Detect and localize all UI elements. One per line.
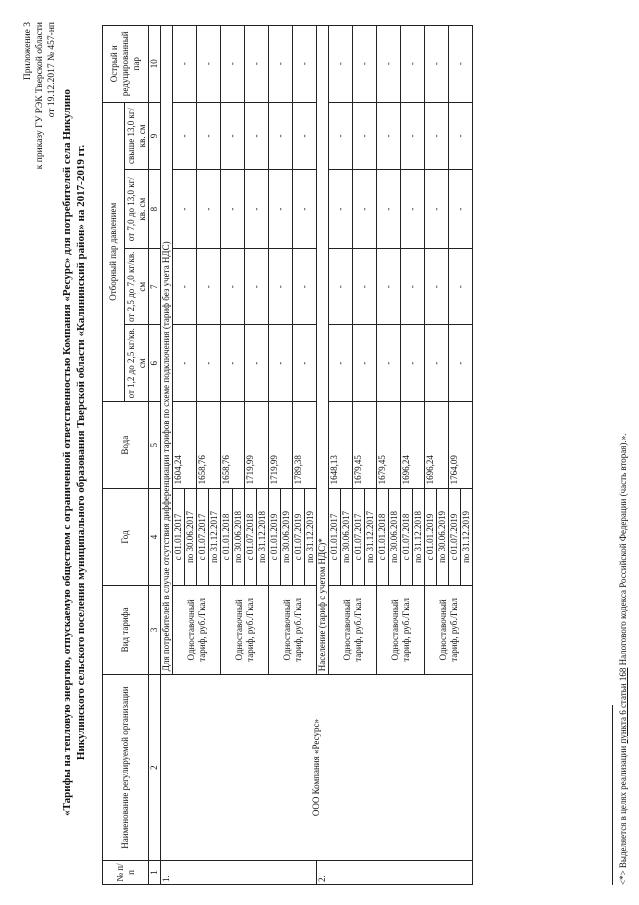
header-num: № п/п: [103, 860, 149, 884]
colnum-5: 5: [149, 401, 161, 488]
header-p3: от 7,0 до 13,0 кг/кв. см: [125, 170, 149, 249]
cell-p1: -: [425, 325, 449, 402]
cell-water: 1719,99: [269, 401, 293, 488]
colnum-10: 10: [149, 26, 161, 103]
cell-water: 1764,09: [449, 401, 473, 488]
header-year: Год: [103, 489, 149, 585]
period-to: по 31.12.2019: [461, 489, 473, 585]
period-from: с 01.01.2019: [425, 489, 437, 585]
colnum-3: 3: [149, 585, 161, 675]
section-num: 2.: [317, 860, 473, 884]
section-label: Для потребителей в случае отсутствия дифференциации тарифов по схеме подключения (тариф без учета НДС): [161, 26, 173, 675]
cell-p3: -: [269, 170, 293, 249]
section-num: 1.: [161, 860, 317, 884]
table-body: [161, 26, 473, 885]
cell-p4: -: [449, 102, 473, 170]
cell-water: 1604,24: [173, 401, 197, 488]
cell-sharp: -: [449, 26, 473, 103]
tariff-type: Одноставочный тариф, руб./Гкал: [173, 585, 221, 675]
colnum-9: 9: [149, 102, 161, 170]
period-from: с 01.01.2018: [221, 489, 233, 585]
cell-water: 1719,99: [245, 401, 269, 488]
cell-p1: -: [329, 325, 353, 402]
cell-p3: -: [425, 170, 449, 249]
cell-p2: -: [329, 248, 353, 325]
colnum-1: 1: [149, 860, 161, 884]
period-from: с 01.01.2017: [173, 489, 185, 585]
period-to: по 31.12.2017: [209, 489, 221, 585]
cell-p3: -: [449, 170, 473, 249]
cell-p2: -: [425, 248, 449, 325]
period-to: по 31.12.2019: [305, 489, 317, 585]
cell-sharp: -: [173, 26, 197, 103]
period-to: по 30.06.2018: [389, 489, 401, 585]
header-tariff: Вид тарифа: [103, 585, 149, 675]
cell-p4: -: [377, 102, 401, 170]
cell-water: 1658,76: [197, 401, 221, 488]
header-water: Вода: [103, 401, 149, 488]
cell-p3: -: [293, 170, 317, 249]
cell-p3: -: [245, 170, 269, 249]
footnote-link[interactable]: пункта 6 статьи 168: [618, 667, 628, 744]
cell-p2: -: [293, 248, 317, 325]
cell-p4: -: [221, 102, 245, 170]
header-p4: свыше 13,0 кг/кв. см: [125, 102, 149, 170]
document-title: [60, 70, 88, 835]
cell-water: 1658,76: [221, 401, 245, 488]
header-steam: Отборный пар давлением: [103, 102, 125, 401]
cell-p3: -: [353, 170, 377, 249]
colnum-2: 2: [149, 675, 161, 861]
cell-p4: -: [173, 102, 197, 170]
cell-sharp: -: [401, 26, 425, 103]
cell-p4: -: [197, 102, 221, 170]
header-p1: от 1,2 до 2,5 кг/кв. см: [125, 325, 149, 402]
cell-sharp: -: [377, 26, 401, 103]
period-from: с 01.07.2019: [449, 489, 461, 585]
title-line-2: Никулинского сельского поселения муниципального образования Тверской области «Калининский район» на 2017-2019 гг.: [75, 144, 87, 761]
footnote-separator: [612, 705, 613, 885]
appendix-block: [22, 22, 58, 169]
footnote-after: Налогового кодекса Российской Федерации (часть вторая).».: [618, 433, 628, 668]
header-p2: от 2,5 до 7,0 кг/кв. см: [125, 248, 149, 325]
cell-p1: -: [293, 325, 317, 402]
cell-sharp: -: [425, 26, 449, 103]
period-from: с 01.07.2017: [353, 489, 365, 585]
cell-p1: -: [173, 325, 197, 402]
cell-p3: -: [329, 170, 353, 249]
period-to: по 30.06.2017: [185, 489, 197, 585]
cell-p4: -: [353, 102, 377, 170]
title-line-1: «Тарифы на тепловую энергию, отпускаемую обществом с ограниченной ответственностью Компания «Ресурс» для потребителей села Никулино: [61, 89, 73, 816]
tariff-table: [102, 25, 473, 885]
cell-p1: -: [221, 325, 245, 402]
period-from: с 01.07.2019: [293, 489, 305, 585]
cell-p2: -: [353, 248, 377, 325]
cell-p4: -: [329, 102, 353, 170]
cell-p2: -: [173, 248, 197, 325]
section-label: Население (тариф с учетом НДС)*: [317, 26, 329, 675]
colnum-7: 7: [149, 248, 161, 325]
period-to: по 30.06.2018: [233, 489, 245, 585]
footnote-before: <*> Выделяется в целях реализации: [618, 743, 628, 885]
cell-p4: -: [269, 102, 293, 170]
cell-p1: -: [245, 325, 269, 402]
tariff-type: Одноставочный тариф, руб./Гкал: [377, 585, 425, 675]
cell-p4: -: [245, 102, 269, 170]
cell-p1: -: [197, 325, 221, 402]
period-from: с 01.01.2019: [269, 489, 281, 585]
cell-p2: -: [449, 248, 473, 325]
cell-p1: -: [449, 325, 473, 402]
header-org: Наименование регулируемой организации: [103, 675, 149, 861]
period-to: по 31.12.2018: [413, 489, 425, 585]
cell-sharp: -: [269, 26, 293, 103]
cell-water: 1679,45: [377, 401, 401, 488]
tariff-type: Одноставочный тариф, руб./Гкал: [329, 585, 377, 675]
tariff-type: Одноставочный тариф, руб./Гкал: [425, 585, 473, 675]
cell-sharp: -: [293, 26, 317, 103]
cell-sharp: -: [353, 26, 377, 103]
section-row: [161, 26, 173, 885]
period-from: с 01.01.2018: [377, 489, 389, 585]
cell-p4: -: [401, 102, 425, 170]
cell-p3: -: [197, 170, 221, 249]
period-to: по 30.06.2019: [281, 489, 293, 585]
cell-p1: -: [353, 325, 377, 402]
cell-p2: -: [221, 248, 245, 325]
period-from: с 01.07.2018: [401, 489, 413, 585]
cell-water: 1696,24: [401, 401, 425, 488]
cell-p3: -: [221, 170, 245, 249]
cell-p1: -: [401, 325, 425, 402]
cell-water: 1648,13: [329, 401, 353, 488]
tariff-type: Одноставочный тариф, руб./Гкал: [269, 585, 317, 675]
cell-p2: -: [197, 248, 221, 325]
cell-sharp: -: [197, 26, 221, 103]
header-sharp: Острый и редуцированный пар: [103, 26, 149, 103]
cell-water: 1679,45: [353, 401, 377, 488]
cell-p3: -: [377, 170, 401, 249]
cell-p2: -: [269, 248, 293, 325]
cell-p2: -: [401, 248, 425, 325]
colnum-6: 6: [149, 325, 161, 402]
period-from: с 01.01.2017: [329, 489, 341, 585]
cell-sharp: -: [329, 26, 353, 103]
cell-p4: -: [293, 102, 317, 170]
footnote: [618, 434, 628, 885]
cell-p1: -: [269, 325, 293, 402]
cell-p2: -: [245, 248, 269, 325]
appendix-line-1: Приложение 3: [23, 22, 33, 81]
appendix-line-3: от 19.12.2017 № 457-нп: [47, 22, 57, 118]
period-to: по 31.12.2018: [257, 489, 269, 585]
cell-sharp: -: [221, 26, 245, 103]
cell-p2: -: [377, 248, 401, 325]
cell-water: 1789,38: [293, 401, 317, 488]
period-from: с 01.07.2017: [197, 489, 209, 585]
cell-water: 1696,24: [425, 401, 449, 488]
org-name: ООО Компания «Ресурс»: [161, 675, 473, 861]
period-to: по 30.06.2017: [341, 489, 353, 585]
appendix-line-2: к приказу ГУ РЭК Тверской области: [35, 22, 45, 170]
period-from: с 01.07.2018: [245, 489, 257, 585]
tariff-type: Одноставочный тариф, руб./Гкал: [221, 585, 269, 675]
cell-sharp: -: [245, 26, 269, 103]
cell-p1: -: [377, 325, 401, 402]
cell-p4: -: [425, 102, 449, 170]
period-to: по 31.12.2017: [365, 489, 377, 585]
cell-p3: -: [401, 170, 425, 249]
cell-p3: -: [173, 170, 197, 249]
period-to: по 30.06.2019: [437, 489, 449, 585]
colnum-4: 4: [149, 489, 161, 585]
colnum-8: 8: [149, 170, 161, 249]
